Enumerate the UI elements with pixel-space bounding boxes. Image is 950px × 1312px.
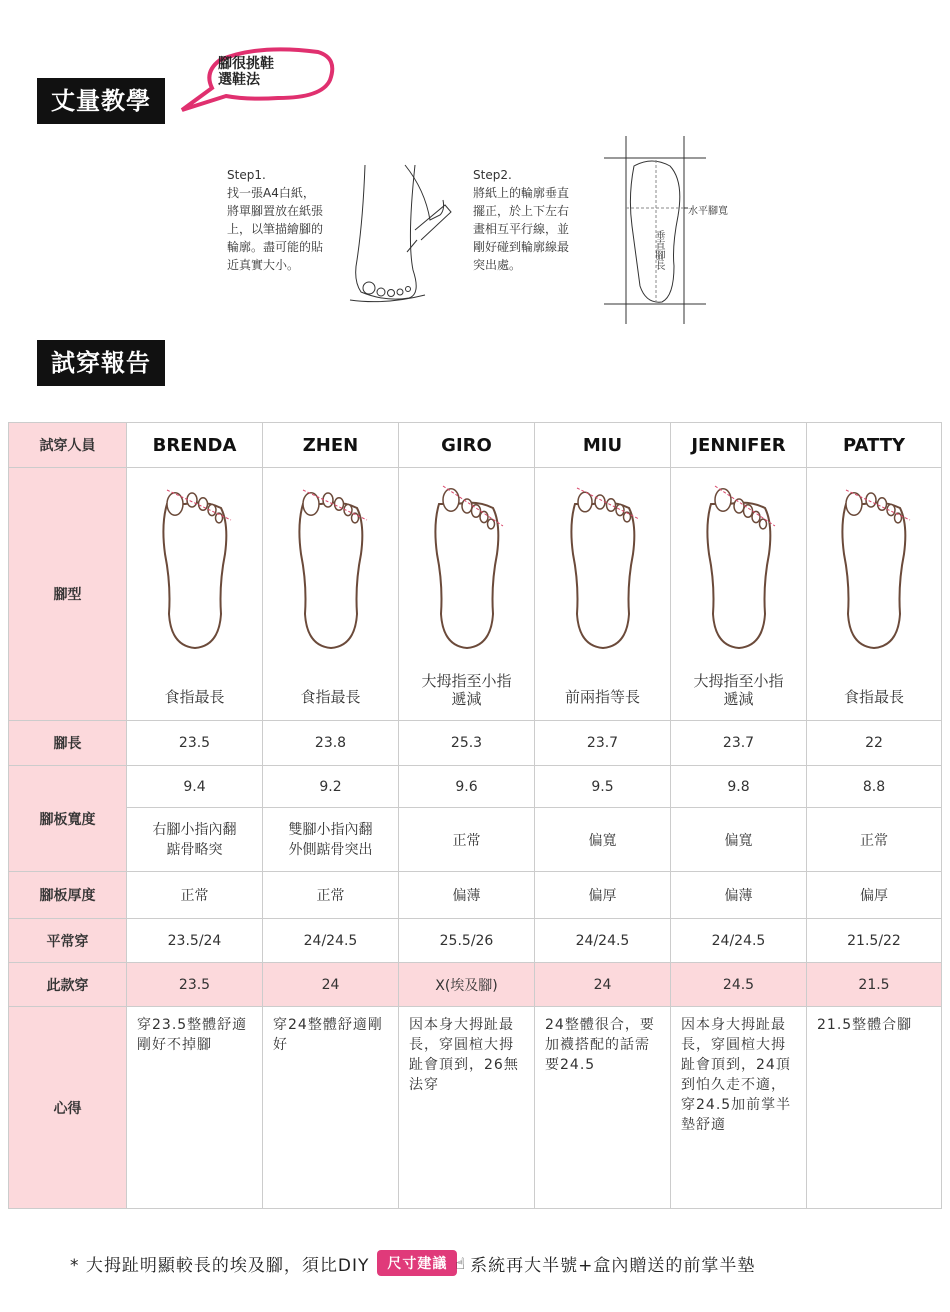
tester-name: JENNIFER bbox=[671, 423, 807, 468]
this-style-size-cell: 24 bbox=[535, 963, 671, 1007]
bubble-line-1: 腳很挑鞋 bbox=[218, 56, 274, 72]
thickness-cell: 偏薄 bbox=[399, 872, 535, 919]
cursor-icon: ☝ bbox=[455, 1253, 467, 1273]
width-cell: 9.5 bbox=[535, 766, 671, 808]
row-header-notes: 心得 bbox=[9, 1007, 127, 1209]
foot-type-label: 大拇指至小指 遞減 bbox=[421, 672, 512, 708]
this-style-size-cell: 23.5 bbox=[127, 963, 263, 1007]
table-row-width bbox=[9, 766, 942, 808]
table-row-notes bbox=[9, 1007, 942, 1209]
foot-outline-icon bbox=[145, 474, 245, 654]
table-row-width-note bbox=[9, 808, 942, 872]
notes-cell: 因本身大拇趾最長，穿圓楦大拇趾會頂到，26無法穿 bbox=[399, 1007, 535, 1209]
foot-tracing-illustration bbox=[345, 160, 460, 305]
thickness-cell: 偏厚 bbox=[535, 872, 671, 919]
this-style-size-cell: 24 bbox=[263, 963, 399, 1007]
row-header-width: 腳板寬度 bbox=[9, 766, 127, 872]
bubble-text bbox=[218, 56, 274, 88]
notes-cell: 因本身大拇趾最長，穿圓楦大拇趾會頂到，24頂到怕久走不適，穿24.5加前掌半墊舒適 bbox=[671, 1007, 807, 1209]
foot-type-label: 食指最長 bbox=[300, 688, 361, 706]
length-cell: 25.3 bbox=[399, 721, 535, 766]
width-label: 水平腳寬 bbox=[688, 206, 728, 217]
this-style-size-cell: 21.5 bbox=[807, 963, 942, 1007]
thickness-cell: 正常 bbox=[263, 872, 399, 919]
foot-type-label: 大拇指至小指 遞減 bbox=[693, 672, 784, 708]
row-header-tester: 試穿人員 bbox=[9, 423, 127, 468]
foot-type-cell bbox=[263, 468, 399, 721]
this-style-size-cell: X(埃及腳) bbox=[399, 963, 535, 1007]
usual-size-cell: 24/24.5 bbox=[263, 919, 399, 963]
step1-line: 將單腳置放在紙張 bbox=[227, 204, 324, 218]
step1-line: 找一張A4白紙， bbox=[227, 186, 315, 200]
foot-type-cell bbox=[127, 468, 263, 721]
row-header-usual: 平常穿 bbox=[9, 919, 127, 963]
tester-name: BRENDA bbox=[127, 423, 263, 468]
row-header-this-style: 此款穿 bbox=[9, 963, 127, 1007]
usual-size-cell: 24/24.5 bbox=[535, 919, 671, 963]
foot-type-cell bbox=[671, 468, 807, 721]
foot-outline-icon bbox=[689, 474, 789, 654]
thickness-cell: 偏薄 bbox=[671, 872, 807, 919]
width-note-cell: 正常 bbox=[399, 808, 535, 872]
row-header-length: 腳長 bbox=[9, 721, 127, 766]
foot-type-label: 前兩指等長 bbox=[564, 688, 640, 706]
thickness-cell: 正常 bbox=[127, 872, 263, 919]
table-row-this-style bbox=[9, 963, 942, 1007]
table-row-length bbox=[9, 721, 942, 766]
foot-type-cell bbox=[399, 468, 535, 721]
length-cell: 23.8 bbox=[263, 721, 399, 766]
tester-name: GIRO bbox=[399, 423, 535, 468]
foot-outline-icon bbox=[553, 474, 653, 654]
usual-size-cell: 25.5/26 bbox=[399, 919, 535, 963]
row-header-foot-type: 腳型 bbox=[9, 468, 127, 721]
section-title-measure: 丈量教學 bbox=[37, 78, 165, 124]
step1-line: 近真實大小。 bbox=[227, 258, 300, 272]
foot-type-cell bbox=[807, 468, 942, 721]
thickness-cell: 偏厚 bbox=[807, 872, 942, 919]
notes-cell: 21.5整體合腳 bbox=[807, 1007, 942, 1209]
measurement-diagram bbox=[600, 136, 750, 326]
length-cell: 22 bbox=[807, 721, 942, 766]
width-note-cell: 偏寬 bbox=[671, 808, 807, 872]
usual-size-cell: 24/24.5 bbox=[671, 919, 807, 963]
foot-outline-icon bbox=[824, 474, 924, 654]
width-cell: 9.4 bbox=[127, 766, 263, 808]
width-note-cell: 雙腳小指內翻 外側踮骨突出 bbox=[263, 808, 399, 872]
table-row-usual bbox=[9, 919, 942, 963]
step2-line: 將紙上的輪廓垂直 bbox=[473, 186, 570, 200]
length-label: 垂直腳長 bbox=[653, 230, 664, 270]
row-header-thickness: 腳板厚度 bbox=[9, 872, 127, 919]
footer-suffix: 系統再大半號+盒內贈送的前掌半墊 bbox=[470, 1255, 756, 1276]
step1-title: Step1. bbox=[227, 168, 266, 182]
foot-outline-icon bbox=[281, 474, 381, 654]
section-title-report: 試穿報告 bbox=[37, 340, 165, 386]
footer-note bbox=[70, 1250, 755, 1276]
tester-name: MIU bbox=[535, 423, 671, 468]
usual-size-cell: 23.5/24 bbox=[127, 919, 263, 963]
width-note-cell: 右腳小指內翻 踮骨略突 bbox=[127, 808, 263, 872]
step2-line: 剛好碰到輪廓線最 bbox=[473, 240, 570, 254]
footer-prefix: * 大拇趾明顯較長的埃及腳，須比DIY bbox=[70, 1255, 370, 1276]
foot-type-cell bbox=[535, 468, 671, 721]
this-style-size-cell: 24.5 bbox=[671, 963, 807, 1007]
table-row-foot-type bbox=[9, 468, 942, 721]
foot-type-label: 食指最長 bbox=[164, 688, 225, 706]
width-cell: 9.8 bbox=[671, 766, 807, 808]
foot-type-label: 食指最長 bbox=[843, 688, 904, 706]
table-row-names bbox=[9, 423, 942, 468]
notes-cell: 穿24整體舒適剛好 bbox=[263, 1007, 399, 1209]
length-cell: 23.7 bbox=[671, 721, 807, 766]
tester-name: ZHEN bbox=[263, 423, 399, 468]
width-cell: 9.2 bbox=[263, 766, 399, 808]
foot-outline-icon bbox=[417, 474, 517, 654]
bubble-line-2: 選鞋法 bbox=[218, 72, 260, 88]
step1-line: 上，以筆描繪腳的 bbox=[227, 222, 324, 236]
table-row-thickness bbox=[9, 872, 942, 919]
step2-text bbox=[473, 166, 569, 274]
width-note-cell: 正常 bbox=[807, 808, 942, 872]
width-note-cell: 偏寬 bbox=[535, 808, 671, 872]
step2-line: 突出處。 bbox=[473, 258, 522, 272]
step2-title: Step2. bbox=[473, 168, 512, 182]
notes-cell: 24整體很合，要加襪搭配的話需要24.5 bbox=[535, 1007, 671, 1209]
step1-line: 輪廓。盡可能的貼 bbox=[227, 240, 324, 254]
step1-text bbox=[227, 166, 323, 274]
length-cell: 23.5 bbox=[127, 721, 263, 766]
step2-line: 畫相互平行線，並 bbox=[473, 222, 570, 236]
notes-cell: 穿23.5整體舒適剛好不掉腳 bbox=[127, 1007, 263, 1209]
fitting-report-table bbox=[8, 422, 942, 1209]
size-advice-button[interactable]: 尺寸建議 bbox=[377, 1250, 457, 1276]
width-cell: 9.6 bbox=[399, 766, 535, 808]
width-cell: 8.8 bbox=[807, 766, 942, 808]
length-cell: 23.7 bbox=[535, 721, 671, 766]
tester-name: PATTY bbox=[807, 423, 942, 468]
usual-size-cell: 21.5/22 bbox=[807, 919, 942, 963]
step2-line: 擺正，於上下左右 bbox=[473, 204, 570, 218]
